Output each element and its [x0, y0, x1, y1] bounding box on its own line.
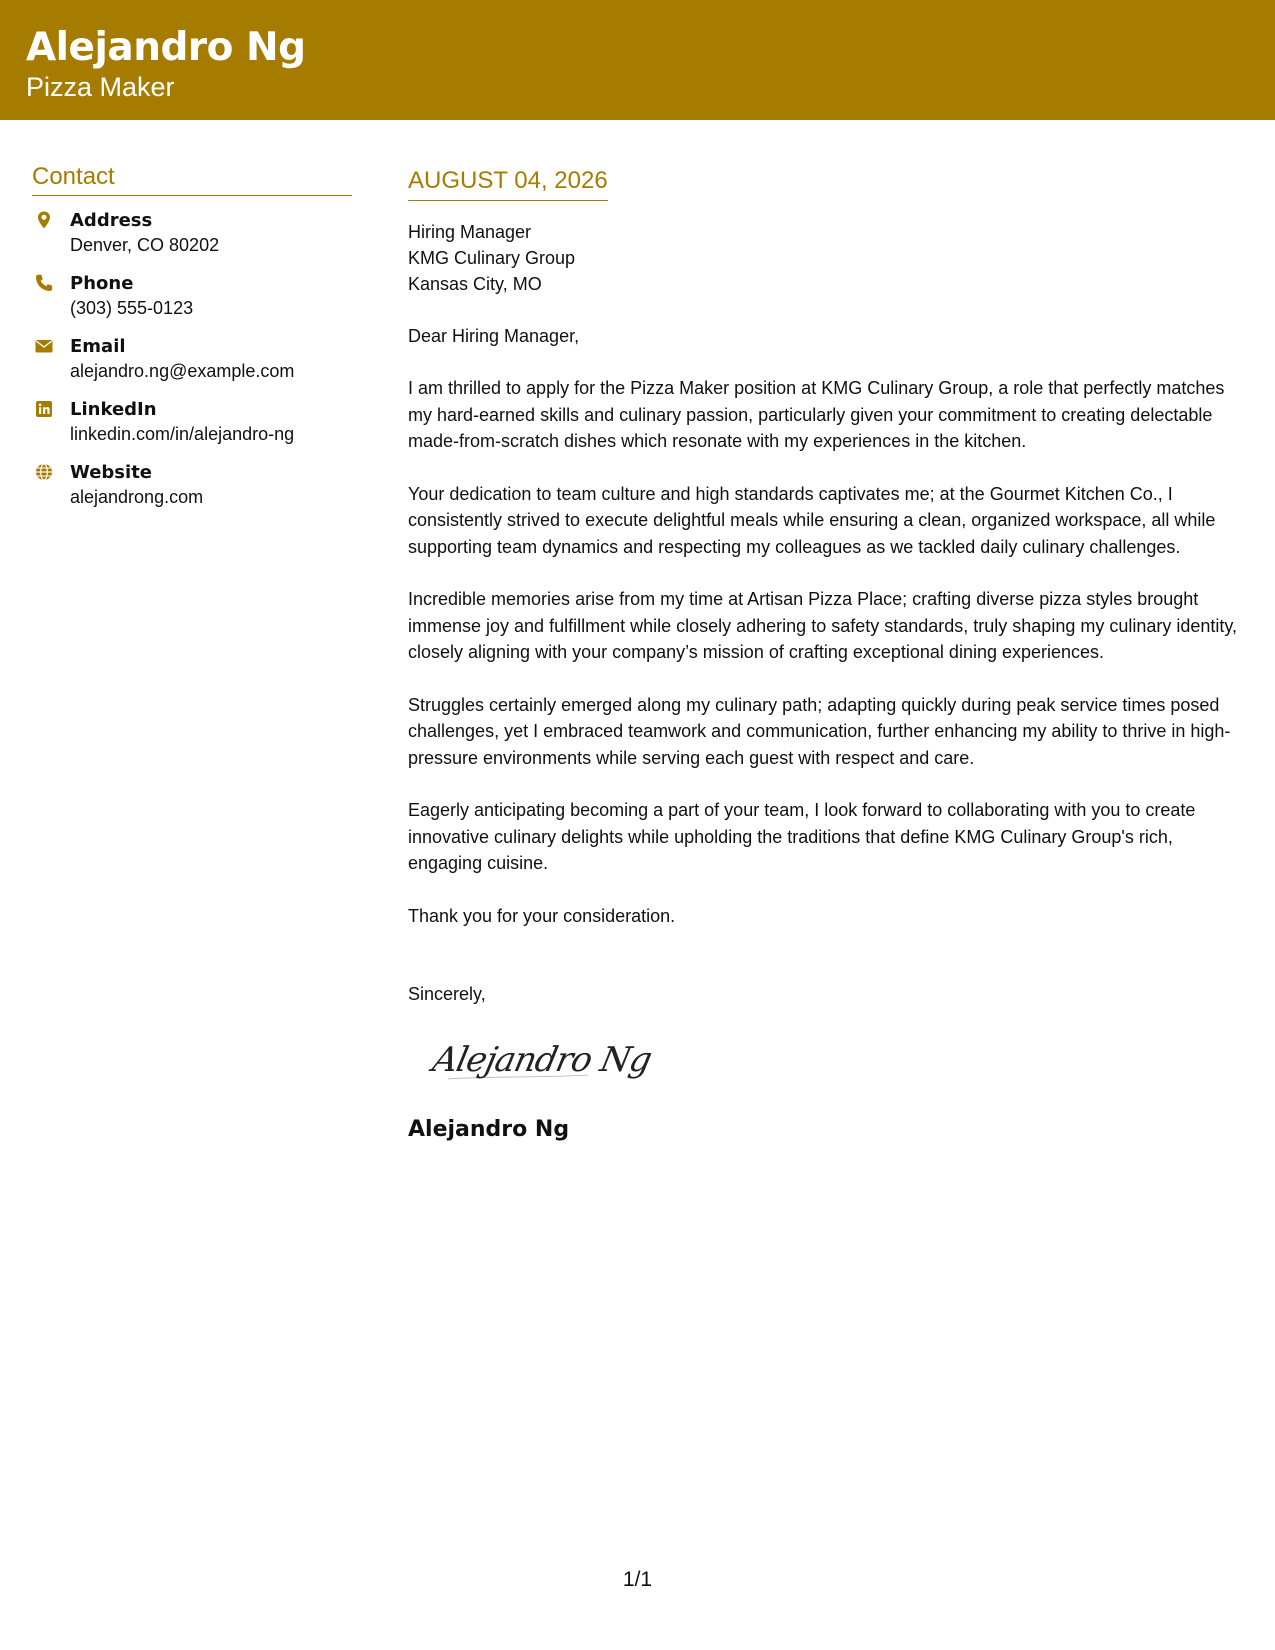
- handwritten-signature: [428, 1029, 668, 1089]
- letter-paragraph: Your dedication to team culture and high standards captivates me; at the Gourmet Kitchen Co., I consistently strived to execute delightful meals while ensuring a clean, organized workspace, all while supporting team dynamics and respecting my colleagues as we tackled daily culinary challenges.: [408, 483, 1216, 557]
- contact-item-website: [32, 460, 352, 523]
- contact-list: [32, 208, 352, 523]
- contact-item-linkedin: [32, 397, 352, 460]
- location-pin-icon: [34, 210, 54, 230]
- letter-paragraph: I am thrilled to apply for the Pizza Maker position at KMG Culinary Group, a role that perfectly matches my hard-earned skills and culinary passion, particularly given your commitment to creating delectable made-from-scratch dishes which resonate with my experiences in the kitchen.: [408, 378, 1225, 451]
- recipient-line: Kansas City, MO: [408, 274, 542, 294]
- page-number: 1/1: [622, 1568, 653, 1591]
- header-banner: [0, 0, 1275, 120]
- applicant-name: Alejandro Ng: [26, 25, 306, 70]
- contact-label: Address: [70, 210, 153, 231]
- letter-date: AUGUST 04, 2026: [408, 164, 608, 201]
- closing: Sincerely,: [408, 984, 486, 1004]
- signature-text: Alejandro Ng: [429, 1040, 655, 1080]
- contact-value: linkedin.com/in/alejandro-ng: [70, 424, 295, 444]
- linkedin-icon: [34, 399, 54, 419]
- letter-paragraph: Incredible memories arise from my time at Artisan Pizza Place; crafting diverse pizza styles brought immense joy and fulfillment while closely adhering to safety standards, truly shaping my culinary identity, closely aligning with your company’s mission of crafting exceptional dining experiences.: [408, 589, 1238, 662]
- globe-icon: [34, 462, 54, 482]
- contact-label: Website: [70, 462, 153, 483]
- contact-item-phone: [32, 271, 352, 334]
- contact-section-title: Contact: [32, 160, 352, 196]
- recipient-line: Hiring Manager: [408, 222, 532, 242]
- letter-body: [408, 164, 1246, 1144]
- contact-value: alejandrong.com: [70, 487, 204, 507]
- applicant-role: Pizza Maker: [26, 72, 175, 102]
- contact-sidebar: [32, 160, 352, 523]
- letter-paragraph: Struggles certainly emerged along my culinary path; adapting quickly during peak service times posed challenges, yet I embraced teamwork and communication, further enhancing my ability to thrive in high-pressure environments while serving each guest with respect and care.: [408, 694, 1231, 768]
- recipient-line: KMG Culinary Group: [408, 248, 576, 268]
- contact-label: Phone: [70, 273, 134, 294]
- salutation: Dear Hiring Manager,: [408, 326, 580, 346]
- envelope-icon: [34, 336, 54, 356]
- phone-icon: [34, 273, 54, 293]
- contact-value: Denver, CO 80202: [70, 235, 220, 255]
- contact-item-email: [32, 334, 352, 397]
- signed-name: Alejandro Ng: [408, 1117, 570, 1142]
- contact-label: LinkedIn: [70, 399, 157, 420]
- letter-paragraph: Eagerly anticipating becoming a part of your team, I look forward to collaborating with you to create innovative culinary delights while upholding the traditions that define KMG Culinary Group's rich, engaging cuisine.: [408, 800, 1196, 873]
- contact-label: Email: [70, 336, 126, 357]
- contact-item-address: [32, 208, 352, 271]
- letter-paragraph: Thank you for your consideration.: [408, 905, 676, 926]
- contact-value: (303) 555-0123: [70, 298, 194, 318]
- recipient-block: [408, 219, 1246, 297]
- contact-value: alejandro.ng@example.com: [70, 361, 295, 381]
